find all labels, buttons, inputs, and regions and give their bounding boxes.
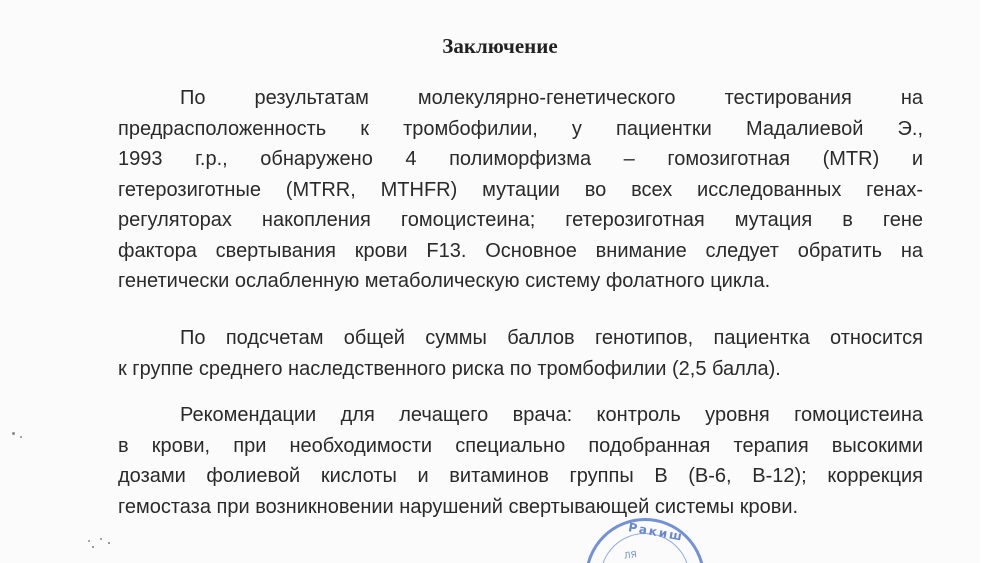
page-edge xyxy=(980,0,1000,563)
paragraph-line: гетерозиготные (MTRR, MTHFR) мутации во всех исследованных генах- xyxy=(118,178,923,201)
paragraph-line: регуляторах накопления гомоцистеина; гетерозиготная мутация в гене xyxy=(118,209,923,231)
scan-speck xyxy=(108,542,110,544)
official-stamp xyxy=(585,518,705,563)
scan-speck xyxy=(88,540,90,542)
paragraph-findings xyxy=(118,83,923,297)
scan-speck xyxy=(92,546,94,548)
stamp-inner-text: ЛЯ xyxy=(623,550,638,562)
paragraph-line: в крови, при необходимости специально подобранная терапия высокими xyxy=(118,434,923,457)
document-title: Заключение xyxy=(442,34,558,58)
scan-speck xyxy=(20,436,22,438)
paragraph-line: фактора свертывания крови F13. Основное внимание следует обратить на xyxy=(118,239,923,262)
paragraph-line: По результатам молекулярно-генетического тестирования на xyxy=(180,87,923,109)
paragraph-line: Рекомендации для лечащего врача: контроль уровня гомоцистеина xyxy=(180,404,923,426)
paragraph-line: По подсчетам общей суммы баллов генотипов, пациентка относится xyxy=(180,327,923,349)
scan-speck xyxy=(100,538,102,540)
paragraph-line: предрасположенность к тромбофилии, у пациентки Мадалиевой Э., xyxy=(118,117,923,140)
paragraph-recommendations xyxy=(118,400,923,522)
paragraph-line: генетически ослабленную метаболическую систему фолатного цикла. xyxy=(118,270,771,292)
paragraph-risk-group xyxy=(118,323,923,384)
paragraph-line: 1993 г.р., обнаружено 4 полиморфизма – гомозиготная (MTR) и xyxy=(118,148,923,170)
scan-speck xyxy=(12,432,15,435)
paragraph-line: гемостаза при возникновении нарушений свертывающей системы крови. xyxy=(118,495,799,518)
paragraph-line: к группе среднего наследственного риска по тромбофилии (2,5 балла). xyxy=(118,357,781,380)
stamp-text: Ракиш xyxy=(627,520,685,544)
paragraph-line: дозами фолиевой кислоты и витаминов группы В (В-6, В-12); коррекция xyxy=(118,465,923,487)
